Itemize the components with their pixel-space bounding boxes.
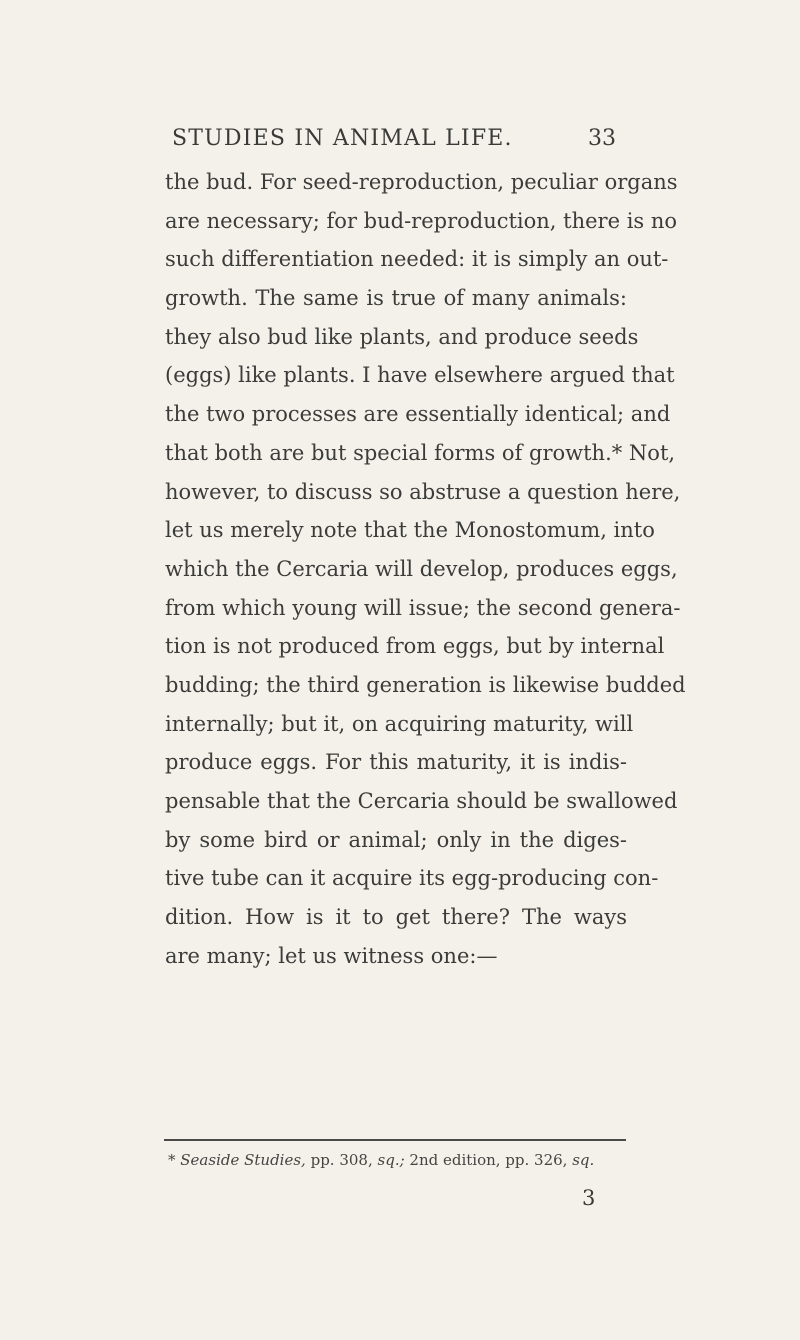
text-line: the two processes are essentially identical; and bbox=[165, 402, 671, 427]
footnote-edition: 2nd edition, pp. 326, bbox=[404, 1151, 573, 1169]
running-title: STUDIES IN ANIMAL LIFE. bbox=[172, 126, 513, 151]
running-head bbox=[0, 126, 800, 156]
page-number: 33 bbox=[588, 126, 616, 151]
text-line: from which young will issue; the second genera- bbox=[165, 595, 681, 620]
text-line: produce eggs. For this maturity, it is indis- bbox=[165, 750, 627, 775]
text-line: such differentiation needed: it is simply an out- bbox=[165, 247, 669, 272]
footnote-rule bbox=[164, 1139, 626, 1141]
text-line: (eggs) like plants. I have elsewhere argued that bbox=[165, 363, 675, 388]
footnote-sq: sq.; bbox=[377, 1151, 405, 1169]
text-line: which the Cercaria will develop, produces eggs, bbox=[165, 556, 678, 581]
text-line: growth. The same is true of many animals: bbox=[165, 286, 627, 311]
text-line: let us merely note that the Monostomum, into bbox=[165, 518, 655, 543]
footnote-sq-2: sq. bbox=[572, 1151, 595, 1169]
text-line: the bud. For seed-reproduction, peculiar organs bbox=[165, 170, 678, 194]
signature-mark: 3 bbox=[582, 1186, 596, 1210]
footnote-marker: * bbox=[168, 1151, 176, 1169]
body-text bbox=[165, 163, 686, 975]
text-line: internally; but it, on acquiring maturity, will bbox=[165, 711, 634, 736]
text-line: by some bird or animal; only in the diges- bbox=[165, 827, 627, 852]
text-line: pensable that the Cercaria should be swallowed bbox=[165, 789, 678, 813]
footnote-pages: pp. 308, bbox=[305, 1151, 378, 1169]
text-line: however, to discuss so abstruse a question here, bbox=[165, 479, 681, 504]
footnote-title: Seaside Studies, bbox=[180, 1151, 306, 1169]
text-line: are necessary; for bud-reproduction, there is no bbox=[165, 208, 678, 233]
text-line: tive tube can it acquire its egg-producing con- bbox=[165, 866, 659, 891]
text-line: are many; let us witness one:— bbox=[165, 943, 498, 968]
text-line: that both are but special forms of growth.* Not, bbox=[165, 440, 676, 465]
text-line: budding; the third generation is likewise budded bbox=[165, 672, 686, 697]
text-line: dition. How is it to get there? The ways bbox=[165, 905, 627, 930]
text-line: tion is not produced from eggs, but by internal bbox=[165, 634, 665, 659]
text-line: they also bud like plants, and produce seeds bbox=[165, 324, 639, 349]
footnote bbox=[168, 1151, 594, 1169]
